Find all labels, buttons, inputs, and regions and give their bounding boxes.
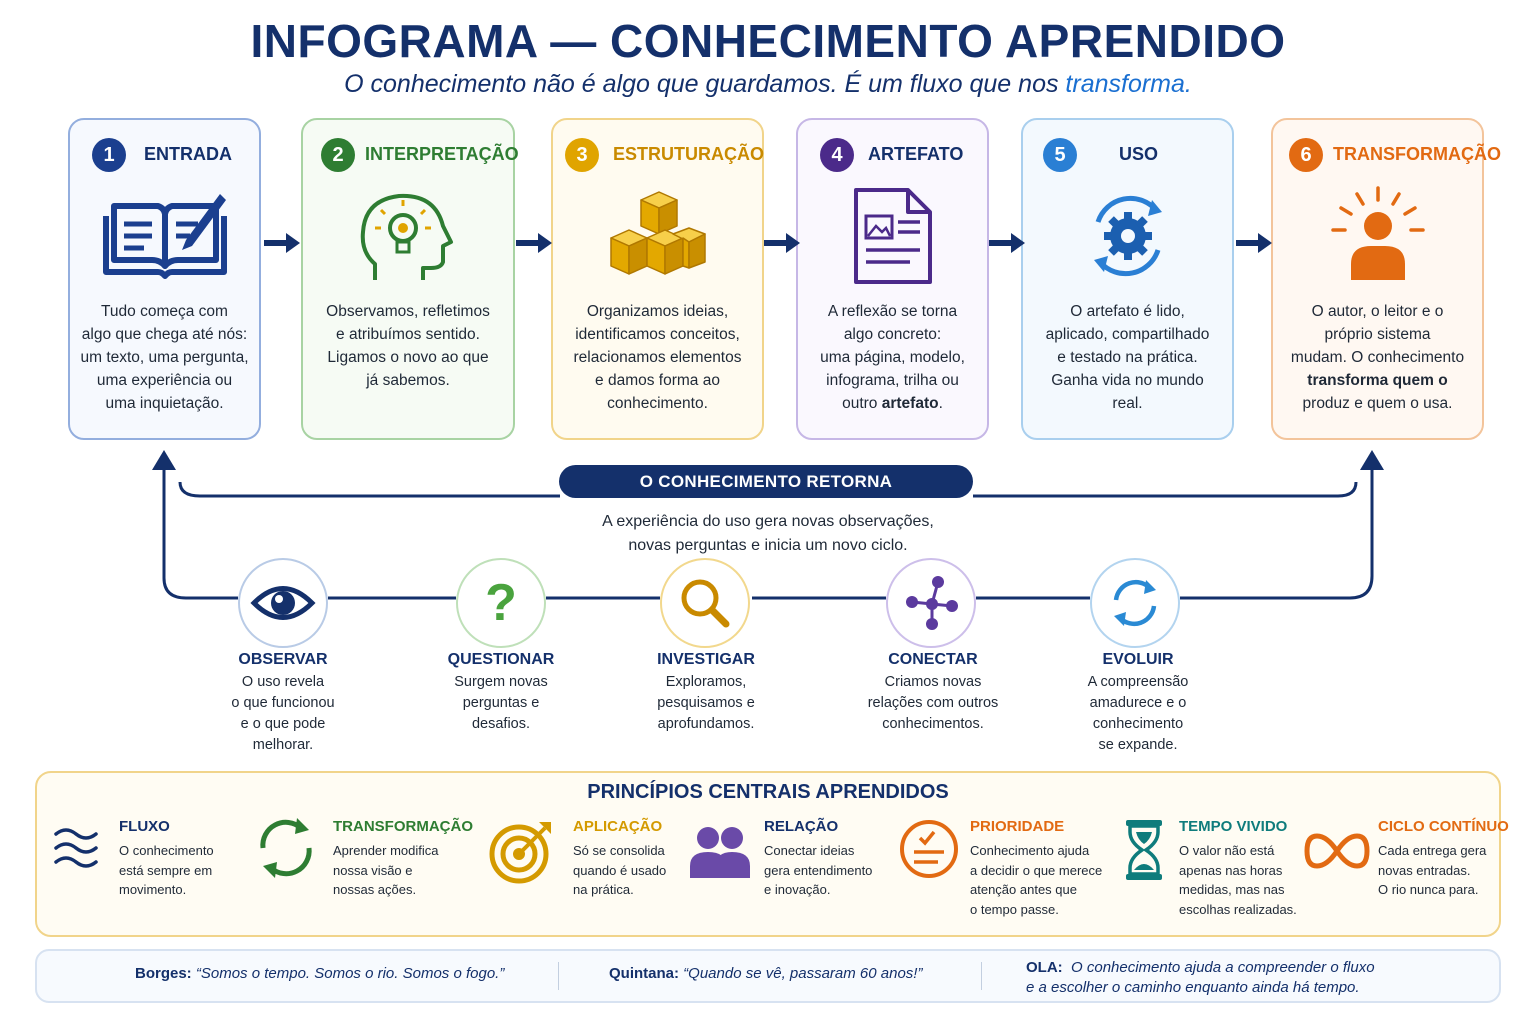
infinity-icon — [1304, 832, 1370, 870]
principle-prioridade: PRIORIDADE Conhecimento ajuda a decidir o que merece atenção antes que o tempo passe. — [970, 818, 1103, 917]
cycle-step-conectar-circle — [886, 558, 976, 648]
stage-card-transformacao — [1271, 118, 1501, 440]
hourglass-icon — [1122, 818, 1166, 882]
footer-divider — [558, 962, 559, 990]
footer-divider — [981, 962, 982, 990]
question-mark-icon — [458, 560, 544, 646]
priority-list-icon — [898, 818, 960, 880]
principle-relacao: RELAÇÃO Conectar ideias gera entendimento e inovação. — [764, 818, 873, 897]
principle-ciclo-continuo: CICLO CONTÍNUO Cada entrega gera novas entradas. O rio nunca para. — [1378, 818, 1509, 897]
cycle-step-questionar-circle — [456, 558, 546, 648]
stage-label: INTERPRETAÇÃO — [365, 144, 519, 164]
principle-aplicacao: APLICAÇÃO Só se consolida quando é usado na prática. — [573, 818, 667, 897]
stage-number: 2 — [321, 138, 355, 172]
flow-arrow-icon — [1234, 228, 1274, 258]
principle-transformacao: TRANSFORMAÇÃO Aprender modifica nossa visão e nossas ações. — [333, 818, 473, 897]
stage-number: 3 — [565, 138, 599, 172]
svg-text:?: ? — [485, 574, 517, 632]
flow-arrow-icon — [987, 228, 1027, 258]
cubes-icon — [553, 186, 762, 286]
stage-number: 5 — [1043, 138, 1077, 172]
cycle-step-investigar-circle — [660, 558, 750, 648]
stage-card-estruturacao — [551, 118, 764, 440]
flow-arrow-icon — [262, 228, 302, 258]
recycle-arrows-icon — [255, 814, 317, 880]
cycle-step-observar: OBSERVAR O uso revela o que funcionou e o que pode melhorar. — [231, 651, 335, 753]
subtitle-highlight: transforma. — [1065, 70, 1192, 98]
flow-arrow-icon — [514, 228, 554, 258]
gear-cycle-icon — [1023, 186, 1232, 286]
stage-label: ARTEFATO — [868, 144, 964, 164]
document-icon — [798, 186, 987, 286]
network-icon — [888, 560, 974, 646]
stage-label: TRANSFORMAÇÃO — [1333, 144, 1501, 164]
cycle-step-evoluir-circle — [1090, 558, 1180, 648]
page-title: INFOGRAMA — CONHECIMENTO APRENDIDO — [250, 15, 1286, 67]
cycle-step-questionar: QUESTIONAR Surgem novas perguntas e desafios. — [447, 651, 555, 732]
stage-label: ENTRADA — [144, 144, 232, 164]
cycle-step-investigar: INVESTIGAR Exploramos, pesquisamos e aprofundamos. — [657, 651, 755, 732]
eye-icon — [240, 560, 326, 646]
stage-card-uso — [1021, 118, 1234, 440]
cycle-step-observar-circle — [238, 558, 328, 648]
stage-description: O autor, o leitor e o próprio sistema mudam. O conhecimento transforma quem o produz e quem o usa. — [1290, 303, 1465, 412]
stage-description: Observamos, refletimos e atribuímos sentido. Ligamos o novo ao que já sabemos. — [326, 303, 490, 389]
principles-title: PRINCÍPIOS CENTRAIS APRENDIDOS — [587, 781, 949, 803]
stage-label: ESTRUTURAÇÃO — [613, 144, 764, 164]
stage-card-interpretacao — [301, 118, 519, 440]
stage-description: Tudo começa com algo que chega até nós: um texto, uma pergunta, uma experiência ou uma inquietação. — [80, 303, 249, 412]
stage-description: Organizamos ideias, identificamos conceitos, relacionamos elementos e damos forma ao conhecimento. — [573, 303, 742, 412]
stage-card-artefato — [796, 118, 989, 440]
quote-quintana: Quintana: “Quando se vê, passaram 60 anos!” — [609, 965, 923, 982]
people-icon — [688, 822, 752, 880]
quote-borges: Borges: “Somos o tempo. Somos o rio. Somos o fogo.” — [135, 965, 505, 982]
quote-ola: OLA: O conhecimento ajuda a compreender o fluxo e a escolher o caminho enquanto ainda há tempo. — [1026, 959, 1375, 996]
return-description: A experiência do uso gera novas observações, novas perguntas e inicia um novo ciclo. — [602, 513, 934, 554]
stage-number: 6 — [1289, 138, 1323, 172]
stage-description: O artefato é lido, aplicado, compartilhado e testado na prática. Ganha vida no mundo real. — [1045, 303, 1210, 412]
open-book-pen-icon — [70, 186, 259, 286]
stage-number: 4 — [820, 138, 854, 172]
cycle-step-evoluir: EVOLUIR A compreensão amadurece e o conhecimento se expande. — [1087, 651, 1189, 753]
principle-fluxo: FLUXO O conhecimento está sempre em movimento. — [119, 818, 214, 897]
head-lightbulb-icon — [303, 186, 513, 286]
flow-arrow-icon — [762, 228, 802, 258]
refresh-icon — [1092, 560, 1178, 646]
principle-tempo-vivido: TEMPO VIVIDO O valor não está apenas nas horas medidas, mas nas escolhas realizadas. — [1179, 818, 1297, 917]
magnifier-icon — [662, 560, 748, 646]
person-radiant-icon — [1273, 186, 1482, 286]
stage-description: A reflexão se torna algo concreto: uma página, modelo, infograma, trilha ou outro artefato. — [820, 303, 965, 412]
target-icon — [487, 818, 555, 886]
stage-card-entrada — [68, 118, 261, 440]
page-subtitle: O conhecimento não é algo que guardamos. É um fluxo que nos transforma. — [344, 70, 1192, 98]
stage-label: USO — [1119, 144, 1159, 164]
waves-icon — [52, 824, 104, 870]
return-banner: O CONHECIMENTO RETORNA — [559, 465, 973, 498]
cycle-step-conectar: CONECTAR Criamos novas relações com outros conhecimentos. — [867, 651, 999, 732]
stage-number: 1 — [92, 138, 126, 172]
